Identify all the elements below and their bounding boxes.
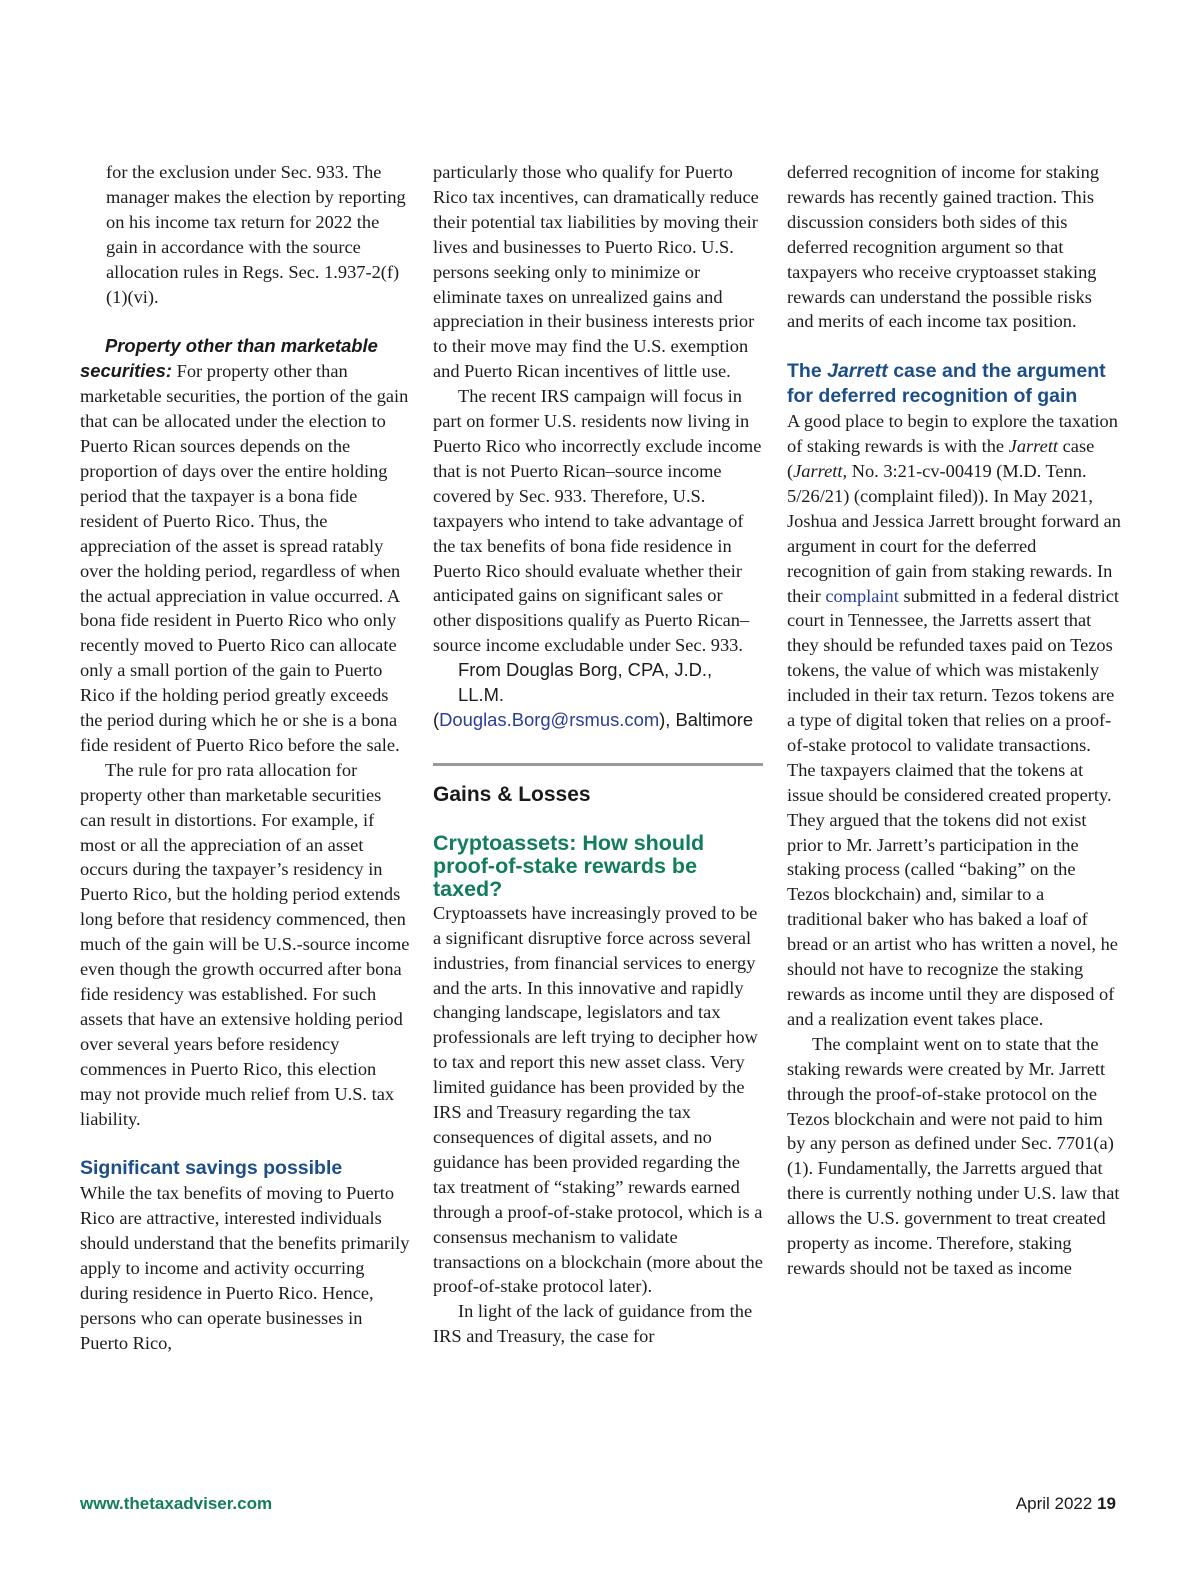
credit-location: ), Baltimore bbox=[659, 708, 754, 730]
author-email-link[interactable]: Douglas.Borg@rsmus.com bbox=[439, 708, 660, 730]
jarrett-case-name-1: Jarrett bbox=[1008, 436, 1059, 457]
heading-jarrett-case bbox=[787, 359, 1122, 409]
paragraph-jarrett bbox=[787, 409, 1122, 1032]
author-credit-line: From Douglas Borg, CPA, J.D., LL.M. bbox=[458, 659, 713, 706]
credit-open-paren: ( bbox=[433, 708, 440, 730]
paragraph-lack-of-guidance: In light of the lack of guidance from the IRS and Treasury, the case for bbox=[433, 1301, 753, 1347]
article-title: Cryptoassets: How should proof-of-stake rewards be taxed? bbox=[433, 830, 705, 901]
runin-heading-property: Property other than marketable securities: bbox=[80, 335, 378, 382]
paragraph-cryptoassets-intro: Cryptoassets have increasingly proved to be a significant disruptive force across several industries, from financial services to energy and the arts. In this innovative and rapidly changing landscape, legislators and tax professionals are left trying to decipher how to tax and report this new asset class. Very limited guidance has been provided by the IRS and Treasury regarding the tax consequences of digital assets, and no guidance has been provided regarding the tax treatment of “staking” rewards earned through a proof-of-stake protocol, which is a consensus mechanism to validate transactions on a blockchain (more about the proof-of-stake protocol later). bbox=[433, 902, 763, 1297]
heading-jarrett-italic: Jarrett bbox=[827, 360, 888, 383]
jarrett-case-name-2: Jarrett bbox=[793, 460, 843, 481]
paragraph-irs-campaign: The recent IRS campaign will focus in part on former U.S. residents now living in Puerto Rico who incorrectly exclude income that is not Puerto Rican–source income covered by Sec. 933. Therefore, U.S. taxpayers who intend to take advantage of the tax benefits of bona fide residence in Puerto Rico should evaluate whether their anticipated gains on significant sales or other dispositions qualify as Puerto Rican–source income excludable under Sec. 933. bbox=[433, 386, 762, 656]
complaint-link[interactable]: complaint bbox=[825, 585, 899, 606]
jarrett-text-b: case ( bbox=[787, 436, 1095, 481]
heading-jarrett-pre: The bbox=[787, 360, 828, 383]
paragraph-pro-rata: The rule for pro rata allocation for property other than marketable securities can result in distortions. For example, if most or all the appreciation of an asset occurs during the taxpayer’s residency in Puerto Rico, but the holding period extends long before that residency commenced, then much of the gain will be U.S.-source income even though the growth occurred after bona fide residency was established. For such assets that have an extensive holding period over several years before residency commences in Puerto Rico, this election may not provide much relief from U.S. tax liability. bbox=[80, 759, 410, 1129]
column-2 bbox=[433, 160, 763, 1349]
jarrett-text-d: submitted in a federal district court in Tennessee, the Jarretts assert that they should be refunded taxes paid on Tezos tokens, the value of which was mistakenly included in their tax return. Tezos tokens are a type of digital token that relies on a proof-of-stake protocol to validate transactions. The taxpayers claimed that the tokens at issue should be considered created property. They argued that the tokens did not exist prior to Mr. Jarrett’s participation in the staking process (called “baking” on the Tezos blockchain) and, similar to a traditional baker who has baked a loaf of bread or an artist who has written a novel, he should not have to recognize the staking rewards as income until they are disposed of and a realization event takes place. bbox=[787, 585, 1119, 1029]
jarrett-text-a: A good place to begin to explore the taxation of staking rewards is with the bbox=[787, 411, 1118, 457]
column-1 bbox=[80, 160, 410, 1356]
author-credit-email-line bbox=[433, 708, 763, 733]
paragraph-incentives: particularly those who qualify for Puerto Rico tax incentives, can dramatically reduce their potential tax liabilities by moving their lives and businesses to Puerto Rico. U.S. persons seeking only to minimize or eliminate taxes on unrealized gains and appreciation in their business interests prior to their move may find the U.S. exemption and Puerto Rican incentives of little use. bbox=[433, 162, 759, 382]
section-title: Gains & Losses bbox=[433, 782, 591, 806]
footer-issue bbox=[1016, 1494, 1116, 1514]
paragraph-exclusion: for the exclusion under Sec. 933. The manager makes the election by reporting on his income tax return for 2022 the gain in accordance with the source allocation rules in Regs. Sec. 1.937-2(f)(1)(vi). bbox=[106, 162, 406, 307]
heading-jarrett-post: case and the argument for deferred recognition of gain bbox=[787, 360, 1106, 408]
column-3 bbox=[787, 160, 1122, 1281]
heading-significant-savings: Significant savings possible bbox=[80, 1157, 343, 1180]
footer-date: April 2022 bbox=[1015, 1494, 1093, 1513]
jarrett-text-c: , No. 3:21-cv-00419 (M.D. Tenn. 5/26/21) (complaint filed)). In May 2021, Joshua and Jessica Jarrett brought forward an argument in court for the deferred recognition of gain from staking rewards. In their bbox=[787, 460, 1121, 606]
paragraph-savings: While the tax benefits of moving to Puerto Rico are attractive, interested individuals should understand that the benefits primarily apply to income and activity occurring during residence in Puerto Rico. Hence, persons who can operate businesses in Puerto Rico, bbox=[80, 1183, 410, 1353]
footer-website-link[interactable]: www.thetaxadviser.com bbox=[80, 1494, 273, 1513]
paragraph-deferred-recognition: deferred recognition of income for staking rewards has recently gained traction. This discussion considers both sides of this deferred recognition argument so that taxpayers who receive cryptoasset staking rewards can understand the possible risks and merits of each income tax position. bbox=[787, 162, 1100, 332]
page-number: 19 bbox=[1097, 1494, 1116, 1513]
paragraph-complaint: The complaint went on to state that the staking rewards were created by Mr. Jarrett through the proof-of-stake protocol on the Tezos blockchain and were not paid to him by any person as defined under Sec. 7701(a)(1). Fundamentally, the Jarretts argued that there is currently nothing under U.S. law that allows the U.S. government to treat created property as income. Therefore, staking rewards should not be taxed as income bbox=[787, 1033, 1120, 1278]
paragraph-property bbox=[80, 334, 410, 757]
paragraph-property-text: For property other than marketable securities, the portion of the gain that can be allocated under the election to Puerto Rican sources depends on the proportion of days over the entire holding period that the taxpayer is a bona fide resident of Puerto Rico. Thus, the appreciation of the asset is spread ratably over the holding period, regardless of when the actual appreciation in value occurred. A bona fide resident in Puerto Rico who only recently moved to Puerto Rico can allocate only a small portion of the gain to Puerto Rico if the holding period greatly exceeds the period during which he or she is a bona fide resident of Puerto Rico before the sale. bbox=[80, 361, 409, 755]
